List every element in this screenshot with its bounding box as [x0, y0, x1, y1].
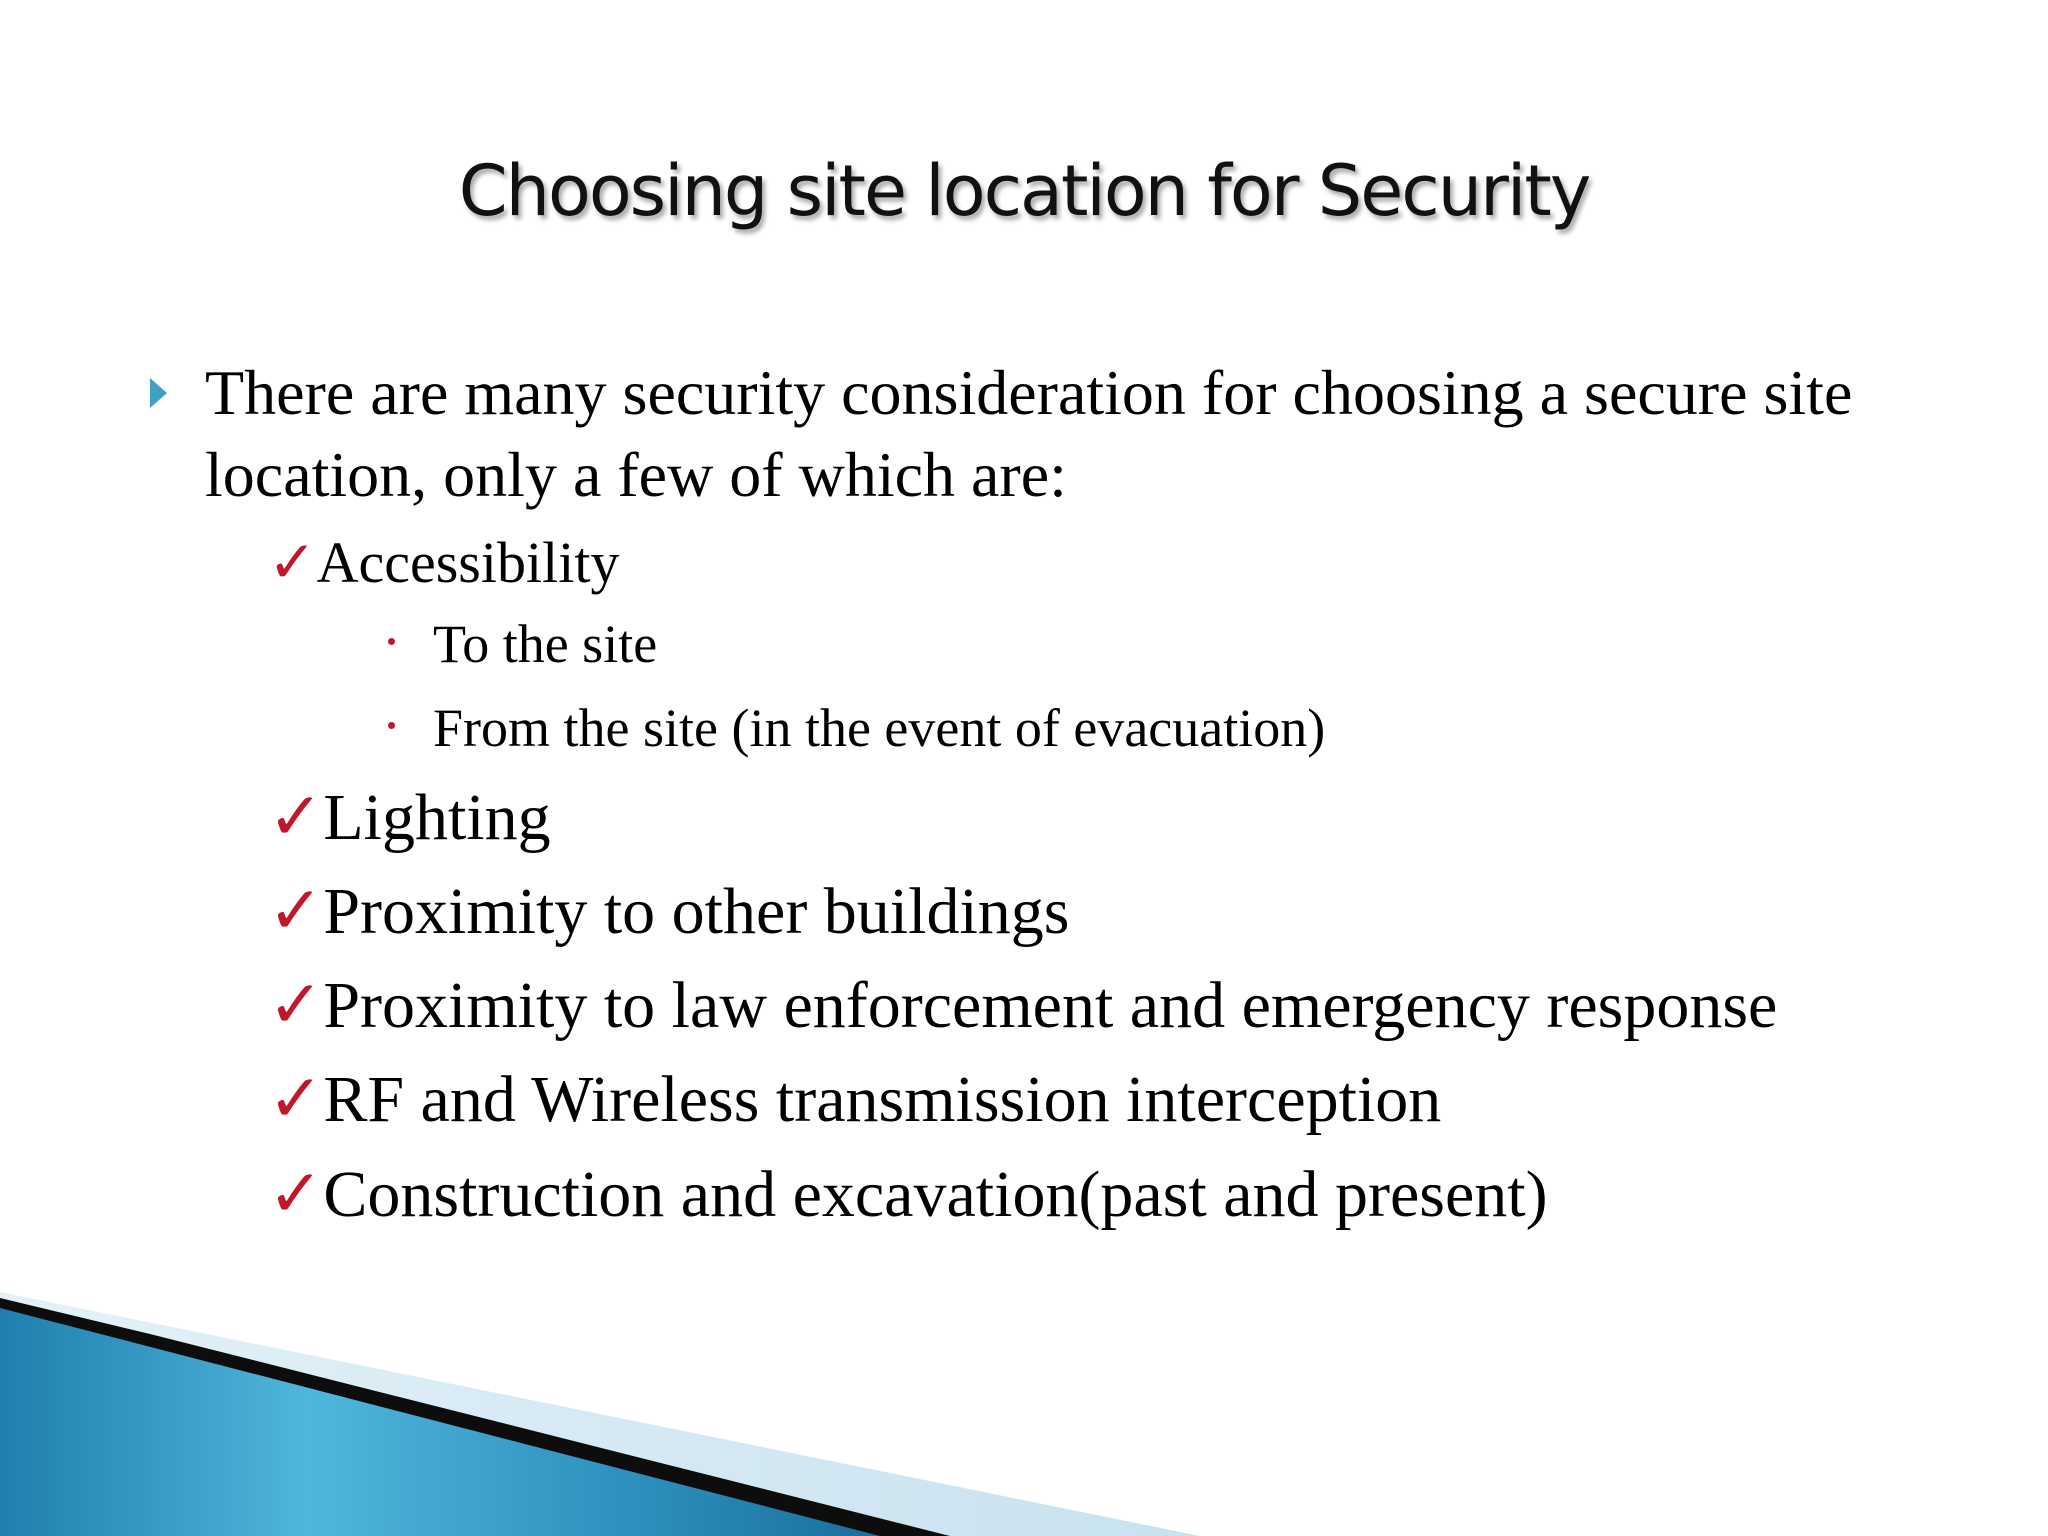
checkmark-icon: ✓ [268, 781, 324, 854]
intro-text: There are many security consideration for choosing a secure site location, only a few of which are: [205, 357, 1853, 510]
checkmark-icon: ✓ [268, 530, 317, 595]
list-item-label: Proximity to law enforcement and emergency response [323, 969, 1778, 1042]
list-item-label: Accessibility [316, 530, 620, 595]
sub-item-to-site: To the site [433, 614, 658, 674]
checkmark-icon: ✓ [268, 1063, 324, 1136]
sub-item-from-site: From the site (in the event of evacuation) [433, 698, 1326, 758]
checkmark-icon: ✓ [268, 1158, 324, 1231]
list-item-label: Lighting [323, 781, 551, 854]
slide-title: Choosing site location for Security [458, 150, 1590, 232]
list-item-label: Proximity to other buildings [323, 875, 1070, 948]
checkmark-icon: ✓ [268, 875, 324, 948]
checkmark-icon: ✓ [268, 969, 324, 1042]
list-item-label: RF and Wireless transmission interception [323, 1063, 1442, 1136]
list-item-label: Construction and excavation(past and present) [323, 1158, 1548, 1231]
